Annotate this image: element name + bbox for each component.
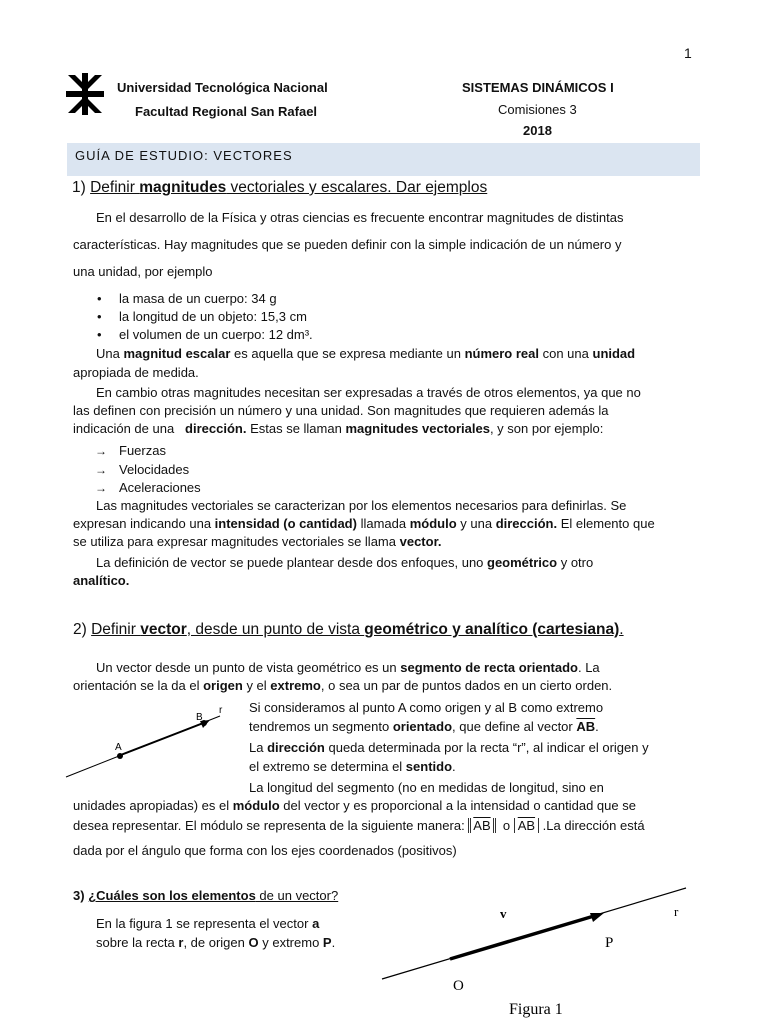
page-number: 1 [684, 45, 692, 61]
university-name: Universidad Tecnológica Nacional [117, 80, 328, 95]
s1-paragraph-5-line-1: La definición de vector se puede plantear desde dos enfoques, uno geométrico y otro [96, 555, 594, 570]
point-o-label: O [453, 978, 464, 994]
utn-logo [66, 73, 104, 115]
s2-modulus-line-3: dada por el ángulo que forma con los ejes coordenados (positivos) [73, 843, 457, 858]
section-2-number: 2) [73, 621, 87, 638]
scalar-examples-list [73, 290, 313, 344]
s1-paragraph-3-line-2: las definen con precisión un número y una unidad. Son magnitudes que requieren además la [73, 403, 609, 418]
commission: Comisiones 3 [498, 102, 577, 117]
list-item: • el volumen de un cuerpo: 12 dm³. [73, 326, 313, 344]
list-item: → Fuerzas [73, 442, 201, 461]
s2-modulus-line-1: unidades apropiadas) es el módulo del vector y es proporcional a la intensidad o cantidad que se [73, 798, 636, 813]
faculty-name: Facultad Regional San Rafael [135, 104, 318, 119]
scalar-definition-cont: apropiada de medida. [73, 365, 199, 380]
year: 2018 [523, 123, 552, 138]
section-2-heading: 2) Definir vector, desde un punto de vista geométrico y analítico (cartesiana). [73, 621, 624, 638]
list-item: • la masa de un cuerpo: 34 g [73, 290, 313, 308]
s1-paragraph-4-line-2: expresan indicando una intensidad (o cantidad) llamada módulo y una dirección. El elemento que [73, 516, 655, 531]
s2-paragraph-1-line-1: Un vector desde un punto de vista geométrico es un segmento de recta orientado. La [96, 660, 600, 675]
course-name: SISTEMAS DINÁMICOS I [462, 80, 614, 95]
vector-examples-list [73, 442, 201, 498]
list-item: → Velocidades [73, 461, 201, 480]
s1-paragraph-4-line-1: Las magnitudes vectoriales se caracterizan por los elementos necesarios para definirlas. Se [96, 498, 627, 513]
s2-right-line-2: tendremos un segmento orientado, que define al vector $\overline{AB}$. [249, 719, 599, 734]
s1-paragraph-3-line-3: indicación de una dirección. Estas se llaman magnitudes vectoriales, y son por ejemplo: [73, 421, 604, 436]
guide-title-band [67, 143, 700, 176]
s2-paragraph-1-line-2: orientación se la da el origen y el extremo, o sea un par de puntos dados en un cierto orden. [73, 678, 613, 693]
s3-line-1: En la figura 1 se representa el vector a [96, 916, 320, 931]
list-item: → Aceleraciones [73, 479, 201, 498]
s2-right-line-1: Si consideramos al punto A como origen y al B como extremo [249, 700, 604, 715]
s1-paragraph-5-line-2: analítico. [73, 573, 130, 588]
scalar-definition: Una magnitud escalar es aquella que se expresa mediante un número real con una unidad [96, 346, 636, 361]
section-1-heading: 1) Definir magnitudes vectoriales y escalares. Dar ejemplos [72, 179, 488, 196]
s1-paragraph-3-line-1: En cambio otras magnitudes necesitan ser expresadas a través de otros elementos, ya que no [96, 385, 641, 400]
figure-1 [378, 880, 698, 1022]
s2-right-line-4: el extremo se determina el sentido. [249, 759, 456, 774]
line-r-label: r [219, 705, 223, 716]
line-r-label: r [674, 904, 679, 919]
vector-v-label: v [500, 906, 507, 921]
point-p-label: P [605, 935, 614, 951]
s3-line-2: sobre la recta r, de origen O y extremo P. [96, 935, 336, 950]
s1-paragraph-4-line-3: se utiliza para expresar magnitudes vectoriales se llama vector. [73, 534, 442, 549]
s1-paragraph-1-line-3: una unidad, por ejemplo [73, 264, 213, 279]
point-b-label: B [196, 712, 203, 723]
s2-modulus-line-2: desea representar. El módulo se representa de la siguiente manera: $\overline{AB}$ o $\overline{AB}$ .La dirección está [73, 818, 645, 833]
list-item: • la longitud de un objeto: 15,3 cm [73, 308, 313, 326]
s2-right-line-3: La dirección queda determinada por la recta “r”, al indicar el origen y [249, 740, 649, 755]
point-a-label: A [115, 742, 122, 753]
s2-right-line-5: La longitud del segmento (no en medidas de longitud, sino en [249, 780, 604, 795]
s1-paragraph-1-line-1: En el desarrollo de la Física y otras ciencias es frecuente encontrar magnitudes de distintas [96, 210, 624, 225]
vector-ab-figure [60, 700, 240, 785]
s1-paragraph-1-line-2: características. Hay magnitudes que se pueden definir con la simple indicación de un número y [73, 237, 622, 252]
guide-title: GUÍA DE ESTUDIO: VECTORES [75, 148, 293, 163]
section-3-number: 3) [73, 888, 85, 903]
figure-caption: Figura 1 [509, 1001, 563, 1018]
section-1-number: 1) [72, 179, 86, 196]
section-3-heading: 3) ¿Cuáles son los elementos de un vector? [73, 888, 339, 903]
